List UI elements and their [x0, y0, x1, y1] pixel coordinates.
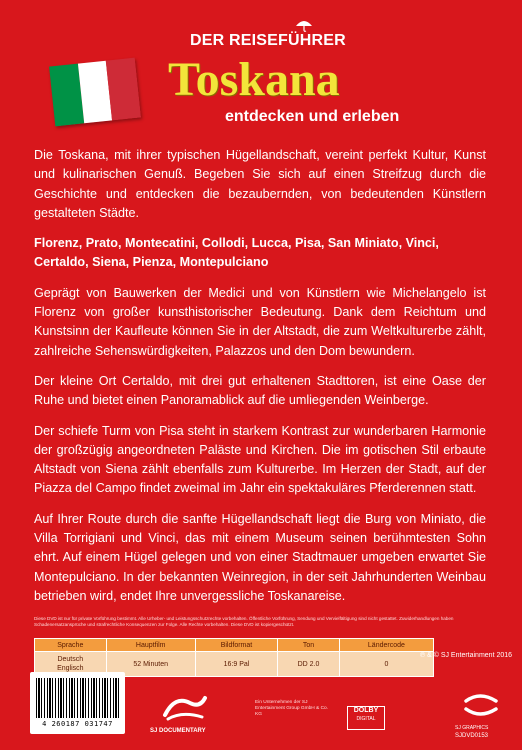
specs-header: Bildformat	[195, 639, 277, 652]
italy-flag-icon	[49, 58, 141, 127]
company-info: Ein Unternehmen der SJ Entertainment Group GmbH & Co. KG	[255, 700, 329, 717]
language-german: Deutsch	[57, 656, 84, 663]
specs-format: 16:9 Pal	[195, 652, 277, 677]
copyright-notice: ℗ & © SJ Entertainment 2016	[420, 652, 513, 659]
page-title: Toskana	[168, 53, 340, 106]
barcode-digits: 4 260187 031747	[42, 720, 113, 728]
flag-stripe-red	[106, 58, 141, 121]
dolby-digital-logo	[347, 706, 385, 730]
paragraph-route: Auf Ihrer Route durch die sanfte Hügellandschaft liegt die Burg von Miniato, die Villa Torrigiani und Vinci, das mit einem Museum seinen berühmtesten Sohn ehrt. Auf einem Hügel gelegen und von einer Stadtmauer umgeben erwartet Sie Montepulciano. In der bekannten Weinregion, in der seit Jahrhunderten Weinbau betrieben wird, endet Ihre unvergessliche Toskanareise.	[34, 511, 486, 603]
paragraph-certaldo: Der kleine Ort Certaldo, mit drei gut erhaltenen Stadttoren, ist eine Oase der Ruhe und bietet einen Panoramablick auf die umliegenden Weinberge.	[34, 373, 486, 408]
header	[0, 0, 522, 140]
specs-header: Hauptfilm	[106, 639, 195, 652]
brand-name: DER REISEFÜHRER	[190, 32, 346, 49]
subtitle: entdecken und erleben	[225, 108, 400, 125]
paragraph-intro: Die Toskana, mit ihrer typischen Hügellandschaft, vereint perfekt Kultur, Kunst und kulinarischen Genuß. Begeben Sie sich auf einen Streifzug durch die Geschichte und entdecken die bezaubernden, von bedeutenden Künstlern gestalteten Städte.	[34, 148, 486, 220]
digital-label: DIGITAL	[356, 716, 376, 722]
dolby-label: DOLBY	[353, 707, 379, 714]
sj-documentary-label: SJ DOCUMENTARY	[150, 728, 206, 734]
specs-header-row	[35, 639, 434, 652]
umbrella-icon	[295, 18, 313, 32]
description	[34, 146, 486, 617]
sj-documentary-logo-icon	[160, 693, 210, 723]
barcode-bars	[36, 678, 119, 718]
specs-runtime: 52 Minuten	[106, 652, 195, 677]
specs-region: 0	[339, 652, 433, 677]
sj-graphics-label: SJ GRAPHICS	[455, 725, 489, 731]
places-list: Florenz, Prato, Montecatini, Collodi, Lucca, Pisa, San Miniato, Vinci, Certaldo, Siena, Pienza, Montepulciano	[34, 236, 439, 270]
specs-header: Ton	[278, 639, 340, 652]
specs-header: Ländercode	[339, 639, 433, 652]
specs-audio: DD 2.0	[278, 652, 340, 677]
paragraph-florenz: Geprägt von Bauwerken der Medici und von Künstlern wie Michelangelo ist Florenz von großer kunsthistorischer Bedeutung. Dank dem Reichtum und Kunstsinn der Kaufleute können Sie in der Altstadt, die zum Weltkulturerbe zählt, zahlreiche Sehenswürdigkeiten, Palazzos und den Dom bewundern.	[34, 285, 486, 358]
sj-graphics-logo-icon	[460, 693, 502, 721]
paragraph-pisa-siena: Der schiefe Turm von Pisa steht in starkem Kontrast zur wunderbaren Harmonie der großzügig angeordneten Paläste und Kirchen. Die im gotischen Stil erbaute Altstadt von Siena zählt ebenfalls zum Kulturerbe. Im Herzen der Stadt, auf der Piazza del Campo findet zweimal im Jahr ein spektakuläres Pferderennen statt.	[34, 423, 486, 496]
specs-header: Sprache	[35, 639, 107, 652]
language-english: Englisch	[57, 665, 84, 672]
barcode	[30, 672, 125, 734]
catalog-number: SJDVD0153	[455, 733, 489, 739]
legal-notice: Diese DVD ist nur für private Vorführung bestimmt. Alle Urheber- und Leistungsschutzrechte vorbehalten. Öffentliche Vorführung, Sendung und Vervielfältigung sind nicht gestattet. Zuwiderhandlungen haben Schadenersatzansprüche und strafrechtliche Konsequenzen zur Folge. Alle Rechte vorbehalten. Diese DVD ist kopiergeschützt.	[34, 616, 454, 627]
